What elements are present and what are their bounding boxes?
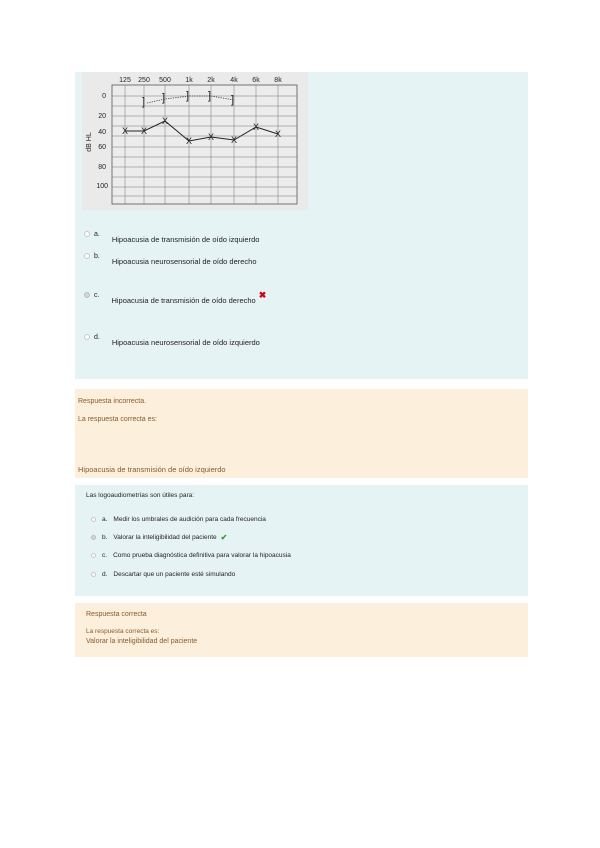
q1-option-d-letter: d. [94,334,100,341]
db-label-60: 60 [98,144,106,151]
q1-option-c-letter: c. [94,292,100,299]
q1-option-a[interactable] [84,231,259,244]
freq-label-8k: 8k [274,77,282,84]
x-mark-500: X [161,116,169,126]
audiogram-image [82,72,308,210]
q2-option-a-text: Medir los umbrales de audición para cada frecuencia [113,516,266,523]
audiogram-chart [82,72,308,210]
q1-radio-d[interactable] [84,334,90,340]
q2-option-c-text: Como prueba diagnóstica definitiva para valorar la hipoacusia [113,552,291,559]
feedback-1-correct-answer: Hipoacusia de transmisión de oído izquierdo [78,465,226,474]
q1-option-b-letter: b. [94,253,100,260]
db-label-20: 20 [98,113,106,120]
freq-label-2k: 2k [207,77,215,84]
q1-radio-b[interactable] [84,253,90,259]
q2-option-c-letter: c. [102,552,108,559]
q2-option-d[interactable] [91,571,235,578]
x-mark-1k: X [185,136,193,146]
feedback-1-correct-label: La respuesta correcta es: [78,416,157,423]
q1-option-a-text: Hipoacusia de transmisión de oído izquierdo [111,235,260,244]
feedback-1-status: Respuesta incorrecta. [78,398,147,405]
x-mark-8k: X [274,129,282,139]
q1-radio-c[interactable] [84,292,90,298]
question-2-prompt: Las logoaudiometrías son útiles para: [86,492,195,499]
q2-option-b-text: Valorar la inteligibilidad del paciente [113,534,217,541]
q2-option-a[interactable] [91,516,266,523]
q2-radio-d[interactable] [91,572,96,577]
x-mark-250: X [140,126,148,136]
q2-radio-a[interactable] [91,517,96,522]
q2-option-b-letter: b. [102,534,108,541]
q1-option-d[interactable] [84,334,260,347]
correct-check-icon: ✔ [220,533,228,542]
q2-radio-c[interactable] [91,553,96,558]
y-axis-label: dB HL [86,132,93,152]
x-mark-2k: X [207,132,215,142]
bracket-250: ] [142,96,146,108]
q1-option-b[interactable] [84,253,257,266]
q1-option-a-letter: a. [94,231,100,238]
q1-option-d-text: Hipoacusia neurosensorial de oído izquierdo [111,338,260,347]
freq-label-250: 250 [138,77,150,84]
q2-option-d-letter: d. [102,571,108,578]
q2-option-b[interactable] [91,534,227,541]
q2-option-a-letter: a. [102,516,108,523]
freq-label-125: 125 [119,77,131,84]
x-mark-125: X [121,126,129,136]
feedback-2-status: Respuesta correcta [86,611,147,618]
x-mark-6k: X [252,122,260,132]
bracket-4k: ] [231,94,235,106]
freq-label-4k: 4k [230,77,238,84]
freq-label-6k: 6k [252,77,260,84]
q2-option-d-text: Descartar que un paciente esté simulando [113,571,236,578]
incorrect-icon: ✖ [258,290,267,300]
q2-radio-b[interactable] [91,535,96,540]
q1-option-b-text: Hipoacusia neurosensorial de oído derecho [111,257,257,266]
bracket-500: ] [162,92,166,104]
db-label-100: 100 [96,183,108,190]
freq-label-1k: 1k [185,77,193,84]
bracket-1k: ] [186,90,190,102]
q1-option-c-text: Hipoacusia de transmisión de oído derecho [111,296,256,305]
feedback-2-correct-answer: Valorar la inteligibilidad del paciente [86,638,198,645]
q2-option-c[interactable] [91,552,291,559]
bracket-2k: ] [208,90,212,102]
db-label-40: 40 [98,129,106,136]
freq-label-500: 500 [159,77,171,84]
x-mark-4k: X [230,135,238,145]
q1-option-c[interactable] [84,292,266,305]
db-label-0: 0 [102,93,106,100]
feedback-2-correct-label: La respuesta correcta es: [86,628,160,635]
q1-radio-a[interactable] [84,231,90,237]
db-label-80: 80 [98,164,106,171]
